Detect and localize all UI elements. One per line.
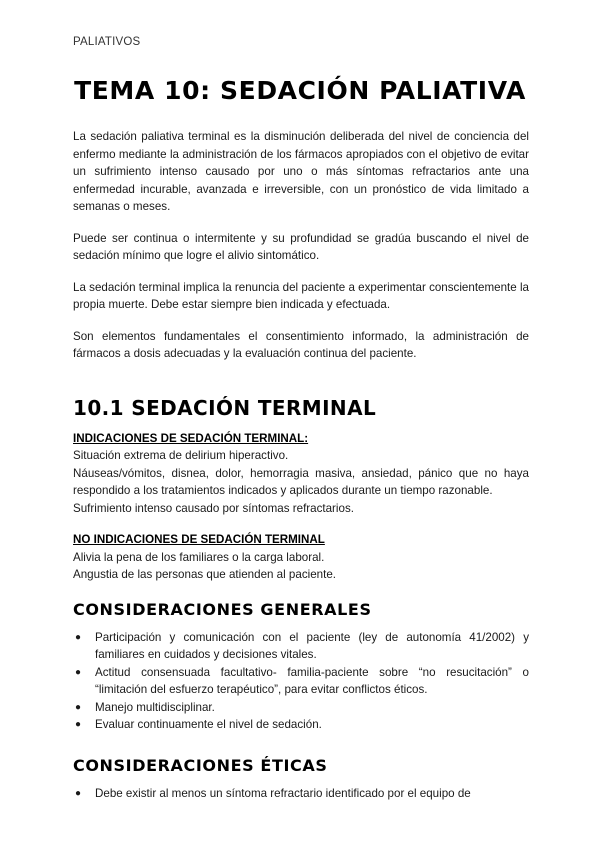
- bullet-icon: ●: [75, 631, 82, 643]
- list-item: [75, 664, 529, 699]
- document-body: [73, 128, 529, 802]
- section-heading-consideraciones-generales: CONSIDERACIONES GENERALES: [73, 599, 372, 619]
- list-item-text: Evaluar continuamente el nivel de sedación.: [95, 718, 322, 731]
- indication-line: Sufrimiento intenso causado por síntomas refractarios.: [73, 501, 354, 515]
- running-header: PALIATIVOS: [73, 36, 141, 48]
- indication-line: Situación extrema de delirium hiperactivo.: [73, 449, 289, 462]
- list-item: [75, 699, 529, 717]
- list-item-text: Manejo multidisciplinar.: [95, 700, 215, 714]
- list-item: [75, 716, 529, 734]
- list-item-text: Participación y comunicación con el paciente (ley de autonomía 41/2002) y familiares en cuidados y decisiones vitales.: [95, 630, 529, 661]
- indication-line: Náuseas/vómitos, disnea, dolor, hemorragia masiva, ansiedad, pánico que no haya respondido a los tratamientos indicados y aplicados durante un tiempo razonable.: [73, 466, 529, 497]
- ethical-considerations-list: [73, 785, 529, 803]
- list-item: [75, 785, 529, 803]
- list-item-text: Actitud consensuada facultativo- familia-paciente sobre “no resucitación” o “limitación del esfuerzo terapéutico”, para evitar conflictos éticos.: [95, 665, 529, 696]
- non-indications-block: [73, 531, 529, 584]
- intro-paragraph: La sedación terminal implica la renuncia del paciente a experimentar conscientemente la propia muerte. Debe estar siempre bien indicada y efectuada.: [73, 280, 529, 311]
- intro-paragraph: Son elementos fundamentales el consentimiento informado, la administración de fármacos a dosis adecuadas y la evaluación continua del paciente.: [73, 329, 529, 360]
- general-considerations-list: [73, 629, 529, 734]
- non-indications-heading: NO INDICACIONES DE SEDACIÓN TERMINAL: [73, 533, 325, 546]
- page-title: TEMA 10: SEDACIÓN PALIATIVA: [74, 76, 526, 105]
- list-item-text: Debe existir al menos un síntoma refractario identificado por el equipo de: [95, 786, 471, 800]
- non-indication-line: Angustia de las personas que atienden al paciente.: [73, 568, 336, 581]
- list-item: [75, 629, 529, 664]
- intro-paragraph: La sedación paliativa terminal es la disminución deliberada del nivel de conciencia del enfermo mediante la administración de los fármacos apropiados con el objetivo de evitar un sufrimiento intenso causado por uno o más síntomas refractarios ante una enfermedad incurable, avanzada e irreversible, con un pronóstico de vida limitado a semanas o meses.: [73, 130, 529, 213]
- bullet-icon: ●: [75, 701, 82, 713]
- non-indication-line: Alivia la pena de los familiares o la carga laboral.: [73, 550, 325, 564]
- bullet-icon: ●: [75, 719, 82, 730]
- section-heading-sedacion-terminal: 10.1 SEDACIÓN TERMINAL: [73, 395, 377, 420]
- section-heading-consideraciones-eticas: CONSIDERACIONES ÉTICAS: [73, 755, 328, 775]
- bullet-icon: ●: [75, 666, 82, 678]
- intro-paragraph: Puede ser continua o intermitente y su profundidad se gradúa buscando el nivel de sedación mínimo que logre el alivio sintomático.: [73, 231, 529, 262]
- bullet-icon: ●: [75, 787, 82, 799]
- indications-block: [73, 430, 529, 518]
- indications-heading: INDICACIONES DE SEDACIÓN TERMINAL:: [73, 431, 309, 445]
